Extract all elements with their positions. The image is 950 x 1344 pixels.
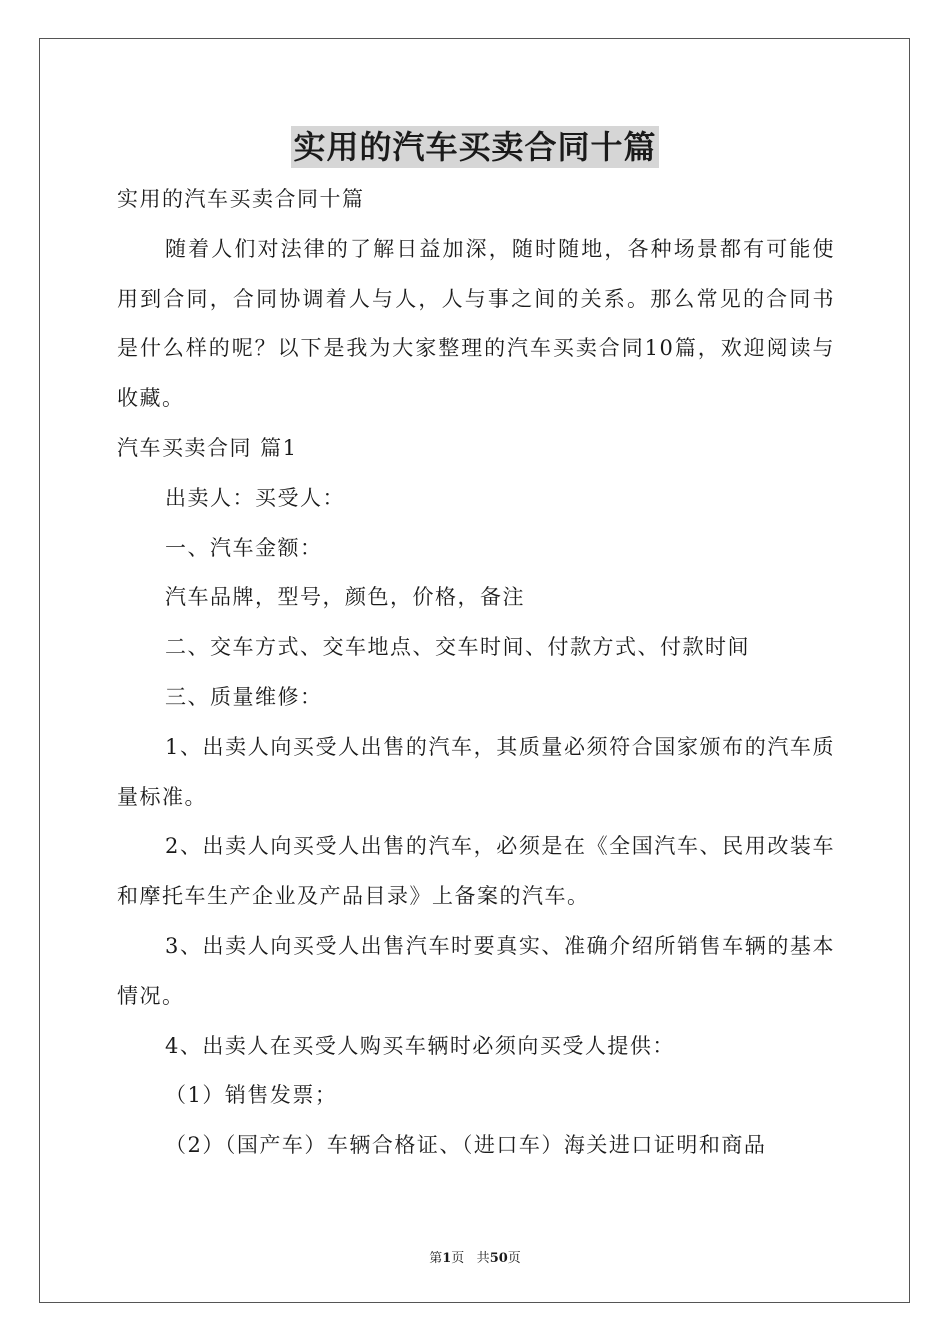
paragraph: 汽车品牌，型号，颜色，价格，备注 — [165, 585, 525, 610]
paragraph: 三、质量维修： — [165, 684, 323, 709]
page-footer — [0, 1247, 950, 1266]
total-prefix: 共 — [476, 1251, 490, 1266]
title-container — [0, 126, 950, 168]
paragraph: （1）销售发票； — [165, 1083, 338, 1108]
page-prefix: 第 — [429, 1251, 443, 1266]
page-suffix: 页 — [451, 1251, 465, 1266]
page-number: 1 — [442, 1251, 452, 1266]
document-title: 实用的汽车买卖合同十篇 — [293, 128, 657, 166]
paragraph: 1、出卖人向买受人出售的汽车，其质量必须符合国家颁布的汽车质量标准。 — [117, 734, 835, 809]
paragraph: 一、汽车金额： — [165, 535, 323, 560]
document-subtitle: 实用的汽车买卖合同十篇 — [117, 187, 365, 211]
paragraph: （2）（国产车）车辆合格证、（进口车）海关进口证明和商品 — [165, 1133, 767, 1158]
document-body — [117, 175, 835, 1171]
total-pages: 50 — [489, 1251, 508, 1266]
paragraph: 出卖人：买受人： — [165, 485, 345, 510]
paragraph: 3、出卖人向买受人出售汽车时要真实、准确介绍所销售车辆的基本情况。 — [117, 933, 835, 1008]
paragraph: 汽车买卖合同 篇1 — [117, 435, 298, 460]
paragraph: 4、出卖人在买受人购买车辆时必须向买受人提供： — [165, 1033, 675, 1058]
paragraph: 随着人们对法律的了解日益加深，随时随地，各种场景都有可能使用到合同，合同协调着人与人，人与事之间的关系。那么常见的合同书是什么样的呢？以下是我为大家整理的汽车买卖合同10篇，欢迎阅读与收藏。 — [117, 236, 835, 411]
paragraph: 2、出卖人向买受人出售的汽车，必须是在《全国汽车、民用改装车和摩托车生产企业及产品目录》上备案的汽车。 — [117, 834, 835, 909]
paragraph: 二、交车方式、交车地点、交车时间、付款方式、付款时间 — [165, 635, 750, 660]
total-suffix: 页 — [507, 1251, 521, 1266]
